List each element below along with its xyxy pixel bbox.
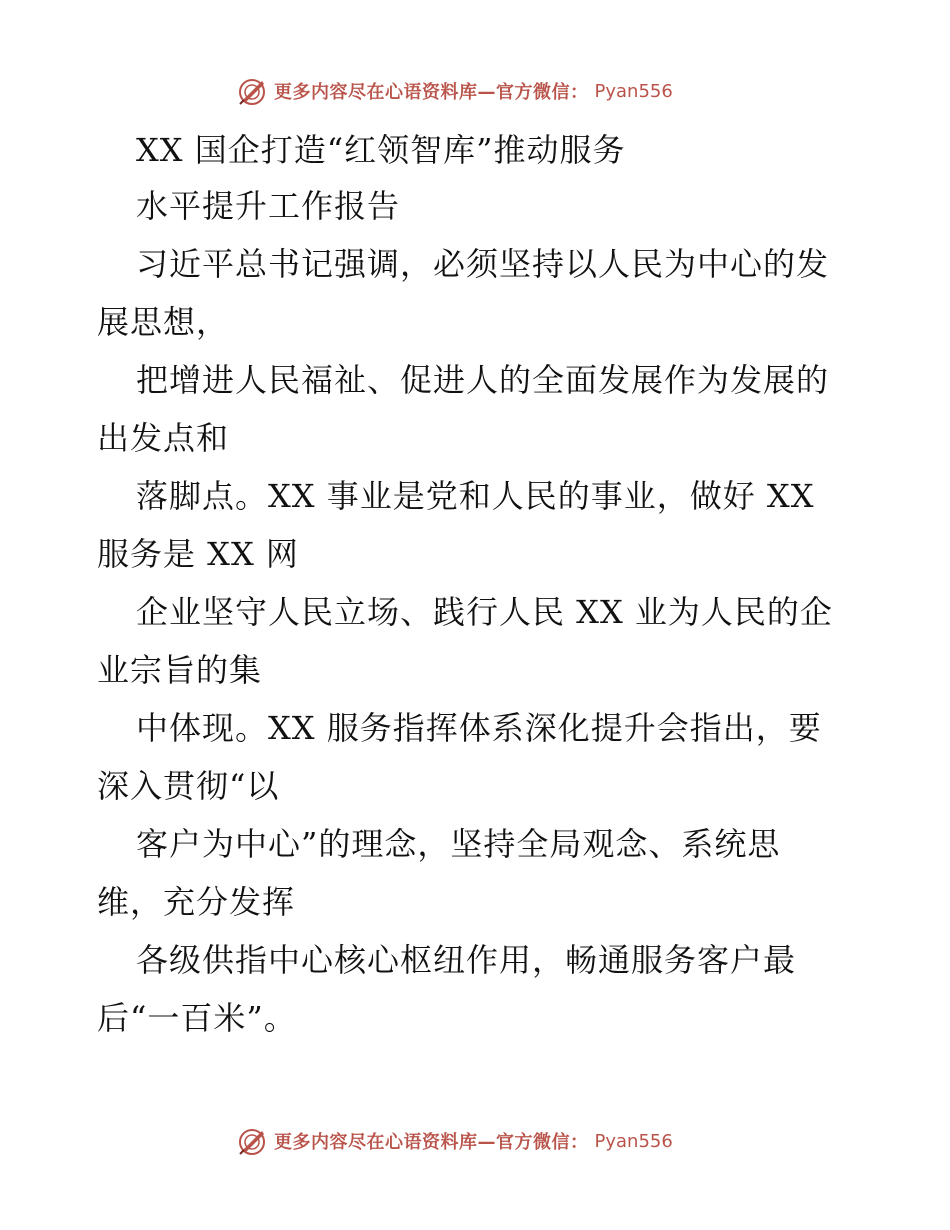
header-watermark bbox=[236, 74, 673, 108]
paragraph-line: 习近平总书记强调，必须坚持以人民为中心的发 bbox=[136, 245, 830, 283]
title-line-1: XX 国企打造“红领智库”推动服务 bbox=[136, 131, 626, 169]
quill-logo-icon bbox=[236, 1125, 268, 1157]
footer-watermark bbox=[236, 1124, 673, 1158]
paragraph-line: 业宗旨的集 bbox=[97, 651, 263, 689]
quill-logo-icon bbox=[236, 75, 268, 107]
paragraph-line: 把增进人民福祉、促进人的全面发展作为发展的 bbox=[136, 361, 830, 399]
paragraph-line: 后“一百米”。 bbox=[97, 999, 297, 1037]
paragraph-line: 出发点和 bbox=[97, 419, 230, 457]
title-line-2: 水平提升工作报告 bbox=[136, 187, 401, 225]
paragraph-line: 企业坚守人民立场、践行人民 XX 业为人民的企 bbox=[136, 593, 833, 631]
footer-watermark-text: 更多内容尽在心语资料库—官方微信： bbox=[274, 1132, 589, 1153]
paragraph-line: 落脚点。XX 事业是党和人民的事业，做好 XX bbox=[136, 477, 815, 515]
header-wechat-id: Pyan556 bbox=[594, 80, 673, 102]
paragraph-line: 中体现。XX 服务指挥体系深化提升会指出，要 bbox=[136, 709, 822, 747]
paragraph-line: 服务是 XX 网 bbox=[97, 535, 299, 573]
paragraph-line: 各级供指中心核心枢纽作用，畅通服务客户最 bbox=[136, 941, 797, 979]
paragraph-line: 展思想， bbox=[97, 303, 230, 341]
paragraph-line: 客户为中心”的理念，坚持全局观念、系统思 bbox=[136, 825, 781, 863]
paragraph-line: 维，充分发挥 bbox=[97, 883, 296, 921]
footer-wechat-id: Pyan556 bbox=[594, 1130, 673, 1152]
paragraph-line: 深入贯彻“以 bbox=[97, 767, 280, 805]
header-watermark-text: 更多内容尽在心语资料库—官方微信： bbox=[274, 82, 589, 103]
